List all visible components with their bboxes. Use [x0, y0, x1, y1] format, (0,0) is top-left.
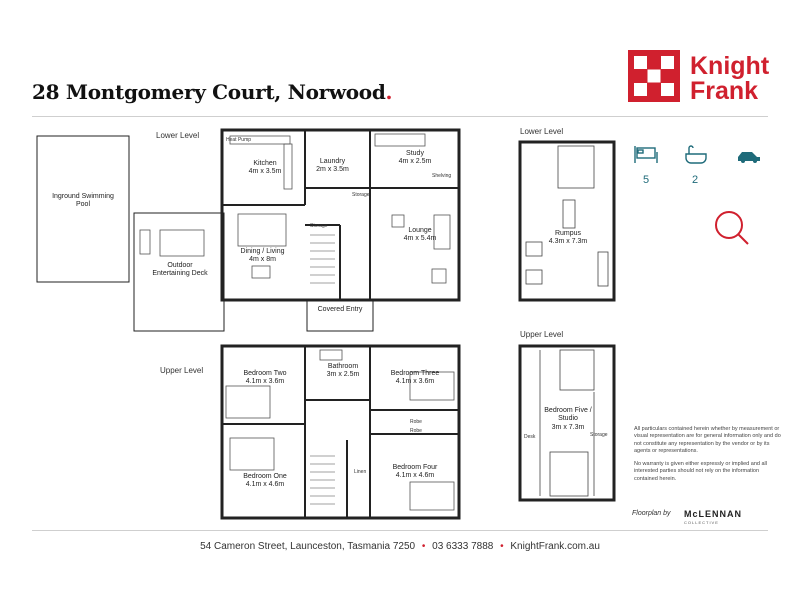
brand-name-line1: Knight — [690, 52, 770, 80]
heat-pump-label: Heat Pump — [226, 137, 252, 143]
room-laundry-name: Laundry — [319, 158, 346, 165]
footer-phone[interactable]: 03 6333 7888 — [432, 541, 494, 552]
room-rumpus-name: Rumpus — [554, 230, 582, 237]
footer-address: 54 Cameron Street, Launceston, Tasmania 7250 — [200, 541, 416, 552]
bedroom-count: 5 — [643, 174, 650, 186]
room-bedroom-three-size: 4.1m x 3.6m — [395, 378, 435, 386]
room-kitchen-name: Kitchen — [253, 160, 277, 167]
room-bedroom-two-size: 4.1m x 3.6m — [245, 378, 285, 386]
room-lounge-size: 4m x 5.4m — [403, 235, 437, 243]
room-study-size: 4m x 2.5m — [398, 158, 432, 166]
footer-divider — [32, 530, 768, 531]
disclaimer-para-2: No warranty is given either expressly or implied and all interested parties should not rely on the information contained herein. — [634, 460, 767, 482]
room-bathroom-name: Bathroom — [327, 363, 359, 370]
disclaimer — [634, 426, 784, 488]
address-text: 28 Montgomery Court, Norwood — [32, 80, 386, 104]
car-icon — [738, 152, 760, 163]
room-rumpus-size: 4.3m x 7.3m — [548, 238, 588, 246]
room-bedroom-one-size: 4.1m x 4.6m — [245, 481, 285, 489]
room-lounge-name: Lounge — [408, 227, 432, 234]
room-kitchen-size: 4m x 3.5m — [248, 168, 282, 176]
robe-label-1: Robe — [410, 419, 422, 425]
storage-label-2: Storage — [310, 223, 328, 229]
footer-separator-2: • — [500, 541, 504, 552]
room-bedroom-five-name: Bedroom Five / Studio — [544, 407, 592, 423]
linen-label: Linen — [354, 469, 367, 475]
robe-label-2: Robe — [410, 428, 422, 434]
disclaimer-para-1: All particulars contained herein whether by measurement or visual representation are for general information only and do not constitute any representation by the vendor or by its agents or representations. — [634, 426, 781, 455]
mclennan-logo-text: McLENNAN — [684, 509, 743, 519]
main-lower-level-label: Lower Level — [156, 131, 200, 140]
room-bedroom-four-size: 4.1m x 4.6m — [395, 472, 435, 480]
room-study-name: Study — [406, 150, 424, 157]
room-bedroom-four-name: Bedroom Four — [392, 464, 438, 471]
room-covered-entry-name: Covered Entry — [317, 306, 363, 313]
room-bedroom-three-name: Bedroom Three — [390, 370, 440, 377]
main-upper-level-label: Upper Level — [160, 366, 204, 375]
room-laundry-size: 2m x 3.5m — [316, 166, 349, 174]
room-outdoor-deck-name: Outdoor Entertaining Deck — [152, 262, 208, 278]
bed-icon — [635, 146, 657, 163]
bath-icon — [686, 146, 706, 163]
footer-separator-1: • — [421, 541, 426, 552]
room-bathroom-size: 3m x 2.5m — [326, 371, 360, 379]
floorplan-credit-label: Floorplan by — [632, 510, 671, 517]
room-dining-living-size: 4m x 8m — [249, 256, 276, 264]
room-bedroom-five-size: 3m x 7.3m — [551, 423, 585, 431]
room-bedroom-two-name: Bedroom Two — [243, 370, 287, 377]
side-lower-level-label: Lower Level — [520, 127, 564, 136]
shelving-label: Shelving — [432, 173, 452, 179]
footer — [0, 541, 800, 552]
bathroom-count: 2 — [692, 174, 699, 186]
room-dining-living-name: Dining / Living — [240, 248, 285, 255]
footer-website[interactable]: KnightFrank.com.au — [510, 541, 600, 552]
desk-label: Desk — [524, 434, 536, 440]
mclennan-logo-subtext: COLLECTIVE — [684, 520, 719, 525]
side-upper-level-label: Upper Level — [520, 330, 564, 339]
address-dot: . — [385, 80, 393, 104]
room-bedroom-one-name: Bedroom One — [243, 473, 287, 480]
brand-name-line2: Frank — [690, 77, 759, 105]
compass-icon — [716, 212, 748, 244]
room-pool-name: Inground Swimming Pool — [52, 193, 114, 209]
storage-label-1: Storage — [352, 192, 370, 198]
side-storage-label: Storage — [590, 432, 608, 438]
